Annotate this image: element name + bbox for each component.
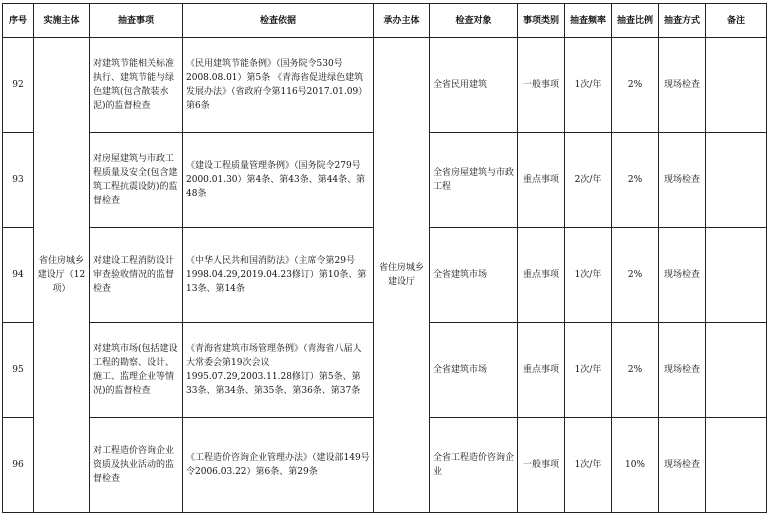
row-method: 现场检查	[659, 228, 706, 323]
row-object: 全省房屋建筑与市政工程	[430, 133, 518, 228]
header-frequency: 抽查频率	[565, 4, 612, 38]
row-object: 全省民用建筑	[430, 38, 518, 133]
row-category: 重点事项	[518, 133, 565, 228]
row-ratio: 2%	[612, 323, 659, 418]
row-note	[706, 133, 767, 228]
row-category: 重点事项	[518, 323, 565, 418]
implementing-subject-cell: 省住房城乡建设厅（12项）	[34, 38, 90, 513]
header-no: 序号	[3, 4, 34, 38]
row-object: 全省建筑市场	[430, 228, 518, 323]
header-undertaking-subject: 承办主体	[374, 4, 430, 38]
row-method: 现场检查	[659, 38, 706, 133]
row-no: 94	[3, 228, 34, 323]
row-no: 93	[3, 133, 34, 228]
row-ratio: 2%	[612, 133, 659, 228]
row-no: 92	[3, 38, 34, 133]
row-note	[706, 38, 767, 133]
header-implementing-subject: 实施主体	[34, 4, 90, 38]
row-item: 对建筑市场(包括建设工程的勘察、设计、施工、监理企业等情况)的监督检查	[90, 323, 183, 418]
table-header-row	[3, 4, 767, 38]
row-frequency: 1次/年	[565, 38, 612, 133]
header-method: 抽查方式	[659, 4, 706, 38]
row-basis: 《工程造价咨询企业管理办法》（建设部149号令2006.03.22）第6条、第29条	[183, 418, 374, 513]
header-object: 检查对象	[430, 4, 518, 38]
header-basis: 检查依据	[183, 4, 374, 38]
row-frequency: 1次/年	[565, 228, 612, 323]
row-basis: 《建设工程质量管理条例》（国务院令279号2000.01.30）第4条、第43条、第44条、第48条	[183, 133, 374, 228]
row-object: 全省建筑市场	[430, 323, 518, 418]
table-row	[3, 38, 767, 133]
row-ratio: 2%	[612, 228, 659, 323]
row-basis: 《民用建筑节能条例》（国务院令530号2008.08.01）第5条 《青海省促进绿色建筑发展办法》（省政府令第116号2017.01.09）第6条	[183, 38, 374, 133]
row-method: 现场检查	[659, 133, 706, 228]
row-category: 一般事项	[518, 418, 565, 513]
row-category: 重点事项	[518, 228, 565, 323]
inspection-table	[2, 3, 767, 513]
row-note	[706, 418, 767, 513]
row-frequency: 1次/年	[565, 323, 612, 418]
row-basis: 《中华人民共和国消防法》（主席令第29号1998.04.29,2019.04.23修订）第10条、第13条、第14条	[183, 228, 374, 323]
undertaking-subject-cell: 省住房城乡建设厅	[374, 38, 430, 513]
row-item: 对房屋建筑与市政工程质量及安全(包含建筑工程抗震设防)的监督检查	[90, 133, 183, 228]
row-note	[706, 228, 767, 323]
row-ratio: 10%	[612, 418, 659, 513]
header-note: 备注	[706, 4, 767, 38]
row-category: 一般事项	[518, 38, 565, 133]
row-ratio: 2%	[612, 38, 659, 133]
row-method: 现场检查	[659, 418, 706, 513]
row-no: 95	[3, 323, 34, 418]
row-basis: 《青海省建筑市场管理条例》（青海省八届人大常委会第19次会议1995.07.29,2003.11.28修订）第5条、第33条、第34条、第35条、第36条、第37条	[183, 323, 374, 418]
row-item: 对建设工程消防设计审查验收情况的监督检查	[90, 228, 183, 323]
row-no: 96	[3, 418, 34, 513]
row-method: 现场检查	[659, 323, 706, 418]
row-frequency: 1次/年	[565, 418, 612, 513]
row-object: 全省工程造价咨询企业	[430, 418, 518, 513]
row-item: 对建筑节能相关标准执行、建筑节能与绿色建筑(包含散装水泥)的监督检查	[90, 38, 183, 133]
header-ratio: 抽查比例	[612, 4, 659, 38]
row-frequency: 2次/年	[565, 133, 612, 228]
row-note	[706, 323, 767, 418]
header-item: 抽查事项	[90, 4, 183, 38]
header-category: 事项类别	[518, 4, 565, 38]
row-item: 对工程造价咨询企业资质及执业活动的监督检查	[90, 418, 183, 513]
